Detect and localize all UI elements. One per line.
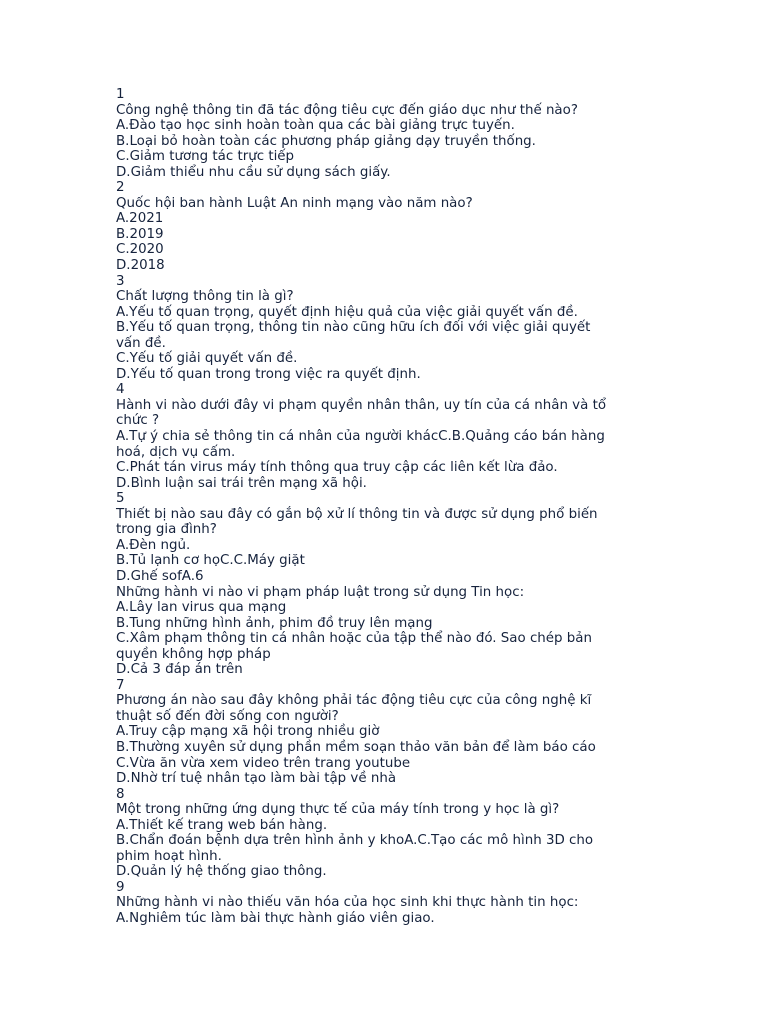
question-number: 5: [116, 491, 125, 507]
answer-option: A.2021: [116, 211, 164, 227]
text-line: thuật số đến đời sống con người?: [116, 708, 339, 724]
question-number: 7: [116, 677, 125, 693]
answer-option: A.Lây lan virus qua mạng: [116, 600, 287, 616]
text-line: trong gia đình?: [116, 522, 217, 538]
answer-option: C.Phát tán virus máy tính thông qua truy cập các liên kết lừa đảo.: [116, 460, 558, 476]
answer-option: A.Nghiêm túc làm bài thực hành giáo viên giao.: [116, 910, 435, 926]
answer-option: A.Truy cập mạng xã hội trong nhiều giờ: [116, 724, 380, 740]
answer-option: B.Tung những hình ảnh, phim đồ truy lên mạng: [116, 615, 433, 631]
answer-option: C.2020: [116, 242, 164, 258]
answer-option: D.Bình luận sai trái trên mạng xã hội.: [116, 475, 367, 491]
answer-option: A.Thiết kế trang web bán hàng.: [116, 817, 328, 833]
text-line: Chất lượng thông tin là gì?: [116, 289, 294, 305]
answer-option: C.Yếu tố giải quyết vấn đề.: [116, 351, 298, 367]
answer-option: B.Chẩn đoán bệnh dựa trên hình ảnh y khoA.C.Tạo các mô hình 3D cho: [116, 833, 594, 849]
text-line: phim hoạt hình.: [116, 848, 222, 864]
question-number: 8: [116, 786, 125, 802]
answer-option: D.Cả 3 đáp án trên: [116, 662, 243, 678]
answer-option: D.Ghế sofA.6: [116, 568, 204, 584]
answer-option: C.Vừa ăn vừa xem video trên trang youtube: [116, 755, 411, 771]
text-line: chức ?: [116, 413, 160, 429]
text-line: Những hành vi nào vi phạm pháp luật trong sử dụng Tin học:: [116, 584, 525, 600]
text-line: Quốc hội ban hành Luật An ninh mạng vào năm nào?: [116, 195, 473, 211]
answer-option: D.Quản lý hệ thống giao thông.: [116, 864, 327, 880]
answer-option: B.Thường xuyên sử dụng phần mềm soạn thảo văn bản để làm báo cáo: [116, 739, 596, 755]
text-line: Thiết bị nào sau đây có gắn bộ xử lí thông tin và được sử dụng phổ biến: [116, 506, 598, 522]
text-line: hoá, dịch vụ cấm.: [116, 444, 236, 460]
question-number: 3: [116, 273, 125, 289]
answer-option: A.Đèn ngủ.: [116, 537, 191, 553]
answer-option: D.Nhờ trí tuệ nhân tạo làm bài tập về nhà: [116, 771, 397, 787]
question-number: 9: [116, 879, 125, 895]
answer-option: C.Xâm phạm thông tin cá nhân hoặc của tập thể nào đó. Sao chép bản: [116, 631, 592, 647]
answer-option: B.2019: [116, 226, 164, 242]
answer-option: A.Đào tạo học sinh hoàn toàn qua các bài giảng trực tuyến.: [116, 118, 515, 134]
answer-option: D.2018: [116, 258, 165, 274]
answer-option: B.Yếu tố quan trọng, thông tin nào cũng hữu ích đối với việc giải quyết: [116, 320, 591, 336]
text-line: Hành vi nào dưới đây vi phạm quyền nhân thân, uy tín của cá nhân và tổ: [116, 397, 607, 413]
question-number: 4: [116, 382, 125, 398]
question-number: 1: [116, 87, 125, 102]
answer-option: A.Yếu tố quan trọng, quyết định hiệu quả của việc giải quyết vấn đề.: [116, 304, 578, 320]
text-line: vấn đề.: [116, 335, 166, 351]
question-number: 2: [116, 180, 125, 196]
text-line: Những hành vi nào thiếu văn hóa của học sinh khi thực hành tin học:: [116, 895, 579, 911]
text-line: quyền không hợp pháp: [116, 646, 271, 662]
text-line: Công nghệ thông tin đã tác động tiêu cực đến giáo dục như thế nào?: [116, 102, 578, 118]
quiz-text-body: [116, 87, 756, 927]
answer-option: C.Giảm tương tác trực tiếp: [116, 149, 295, 165]
answer-option: D.Yếu tố quan trong trong việc ra quyết định.: [116, 366, 421, 382]
text-line: Một trong những ứng dụng thực tế của máy tính trong y học là gì?: [116, 802, 560, 818]
answer-option: B.Loại bỏ hoàn toàn các phương pháp giảng dạy truyền thống.: [116, 133, 536, 149]
answer-option: A.Tự ý chia sẻ thông tin cá nhân của người khácC.B.Quảng cáo bán hàng: [116, 429, 605, 445]
answer-option: D.Giảm thiểu nhu cầu sử dụng sách giấy.: [116, 164, 391, 180]
answer-option: B.Tủ lạnh cơ họC.C.Máy giặt: [116, 553, 305, 569]
text-line: Phương án nào sau đây không phải tác động tiêu cực của công nghệ kĩ: [116, 693, 592, 709]
